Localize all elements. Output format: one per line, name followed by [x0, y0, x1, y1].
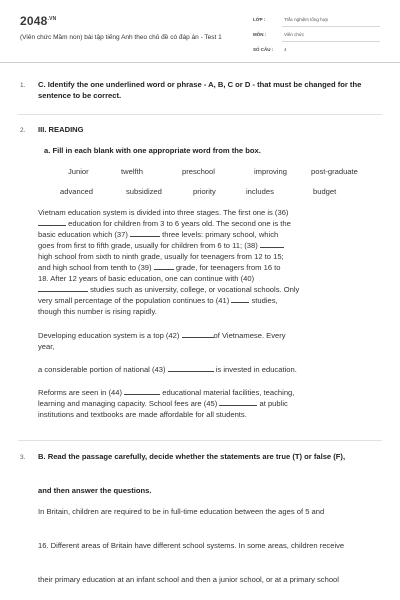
answer-blank[interactable]: [38, 219, 66, 226]
question-divider: [18, 114, 382, 115]
answer-blank[interactable]: [231, 296, 249, 303]
passage-paragraph: 16. Different areas of Britain have different school systems. In some areas, children receive: [38, 541, 345, 550]
instruction-text: a. Fill in each blank with one appropriate word from the box.: [44, 146, 261, 155]
question-count-value: 4: [284, 47, 287, 52]
answer-blank[interactable]: [219, 399, 257, 406]
answer-blank[interactable]: [124, 388, 160, 395]
question-number: 1.: [20, 82, 26, 89]
passage-line: Vietnam education system is divided into three stages. The first one is (36): [38, 208, 289, 217]
passage-line: though this number is rising rapidly.: [38, 307, 157, 316]
subject-value: Viên chức: [284, 32, 305, 37]
word-option: preschool: [182, 167, 215, 176]
passage-line: high school from sixth to ninth grade, usually for teenagers from 12 to 15;: [38, 252, 284, 261]
word-option: twelfth: [121, 167, 143, 176]
passage-line: learning and managing capacity. School fees are (45) at public: [38, 399, 288, 408]
word-option: improving: [254, 167, 287, 176]
word-option: includes: [246, 187, 274, 196]
answer-blank[interactable]: [38, 285, 88, 292]
word-option: budget: [313, 187, 337, 196]
word-option: post-graduate: [311, 167, 358, 176]
answer-blank[interactable]: [130, 230, 160, 237]
site-logo[interactable]: $2048^{.VN}$: [20, 14, 57, 28]
word-option: subsidized: [126, 187, 162, 196]
passage-paragraph: their primary education at an infant school and then a junior school, or at a primary school: [38, 575, 339, 584]
answer-blank[interactable]: [154, 263, 174, 270]
passage-paragraph: In Britain, children are required to be in full-time education between the ages of 5 and: [38, 507, 325, 516]
word-option: Junior: [68, 167, 89, 176]
passage-line: Developing education system is a top (42) of Vietnamese. Every: [38, 331, 286, 340]
passage-line: a considerable portion of national (43) is invested in education.: [38, 365, 297, 374]
section-heading: III. READING: [38, 125, 84, 134]
passage-line: year,: [38, 342, 55, 351]
question-number: 2.: [20, 127, 26, 134]
class-value: Trắc nghiệm tổng hợp: [284, 17, 329, 22]
word-option: priority: [193, 187, 216, 196]
passage-line: very small percentage of the population continues to (41) studies,: [38, 296, 278, 305]
passage-line: institutions and textbooks are made affordable for all students.: [38, 410, 247, 419]
page-header: [0, 0, 400, 62]
passage-line: and high school from tenth to (39) grade, for teenagers from 16 to: [38, 263, 281, 272]
passage-line: goes from first to fifth grade, usually for children from 6 to 11; (38): [38, 241, 284, 252]
header-divider: [0, 62, 400, 63]
subject-label: MÔN :: [253, 32, 267, 37]
answer-blank[interactable]: [260, 241, 284, 248]
passage-line: studies such as university, college, or vocational schools. Only: [38, 285, 299, 296]
question-divider: [18, 440, 382, 441]
question-3-subheading: and then answer the questions.: [38, 486, 152, 495]
word-option: advanced: [60, 187, 93, 196]
answer-blank[interactable]: [168, 365, 214, 372]
question-number: 3.: [20, 454, 26, 461]
divider: [282, 26, 380, 27]
passage-line: Reforms are seen in (44) educational material facilities, teaching,: [38, 388, 295, 397]
passage-line: basic education which (37) three levels: primary school, which: [38, 230, 279, 239]
document-title: (Viên chức Mầm non) bài tập tiếng Anh theo chủ đề có đáp án - Test 1: [20, 34, 222, 41]
question-1-text: C. Identify the one underlined word or phrase - A, B, C or D - that must be changed for the sentence to be correct.: [38, 80, 362, 100]
passage-line: 18. After 12 years of basic education, one can continue with (40): [38, 274, 255, 283]
class-label: LỚP :: [253, 17, 266, 22]
question-3-heading: B. Read the passage carefully, decide whether the statements are true (T) or false (F),: [38, 452, 346, 461]
passage-line: education for children from 3 to 6 years old. The second one is the: [38, 219, 291, 230]
question-count-label: SỐ CÂU :: [253, 47, 274, 52]
divider: [282, 41, 380, 42]
answer-blank[interactable]: [182, 331, 214, 338]
